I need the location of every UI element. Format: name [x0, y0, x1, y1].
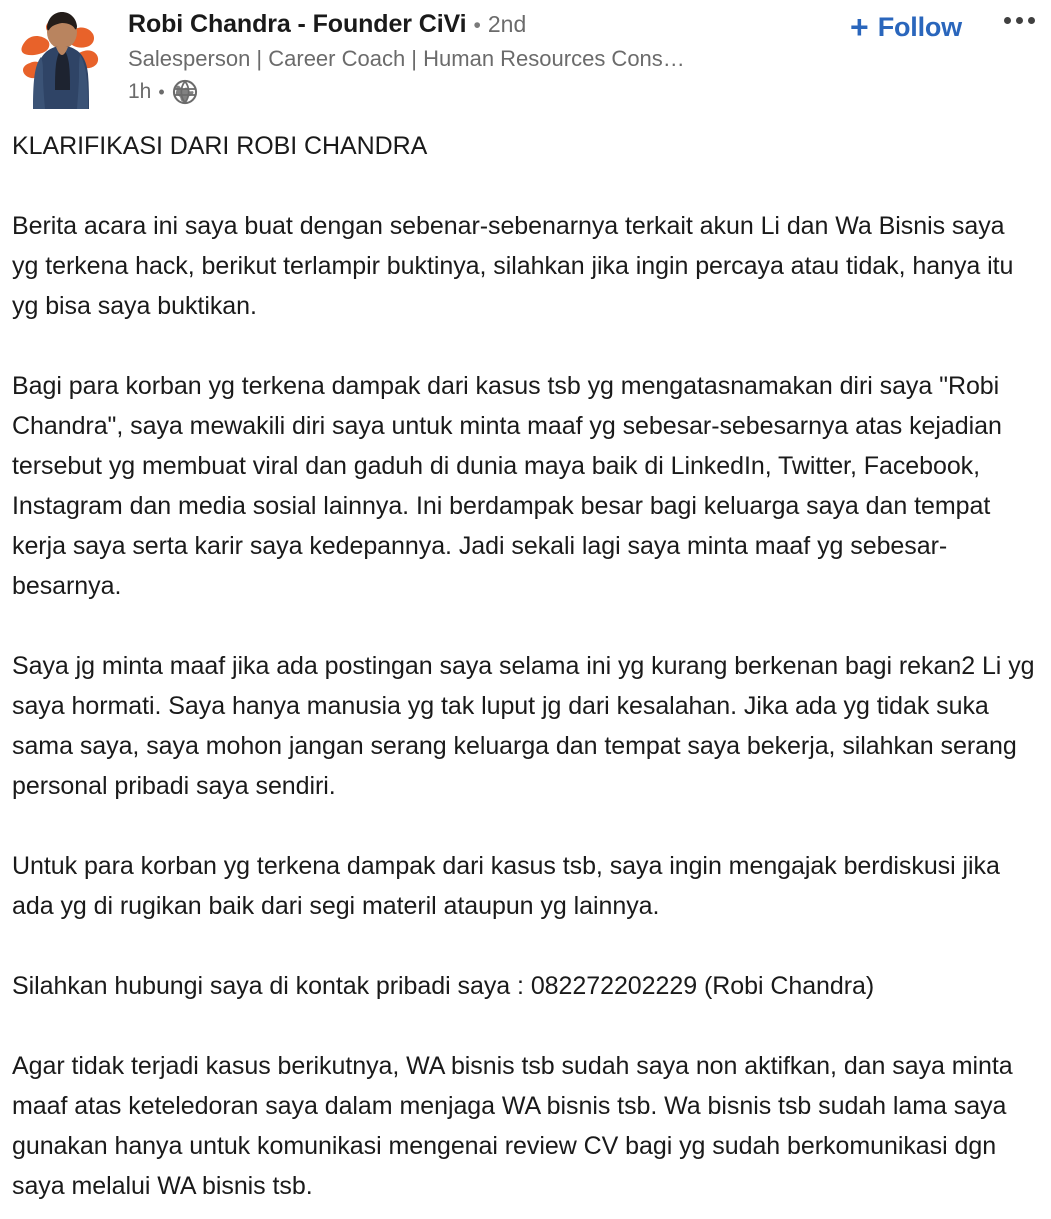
name-separator: •: [473, 14, 481, 37]
paragraph-gap: [12, 326, 1037, 366]
meta-separator: •: [158, 82, 165, 102]
post-meta-row: [128, 78, 846, 106]
post-paragraph: Bagi para korban yg terkena dampak dari kasus tsb yg mengatasnamakan diri saya "Robi Chandra", saya mewakili diri saya untuk minta maaf yg sebesar-sebesarnya atas kejadian tersebut yg membuat viral dan gaduh di dunia maya baik di LinkedIn, Twitter, Facebook, Instagram dan media sosial lainnya. Ini berdampak besar bagi keluarga saya dan tempat kerja saya serta karir saya kedepannya. Jadi sekali lagi saya minta maaf yg sebesar-besarnya.: [12, 372, 1009, 600]
author-headline: Salesperson | Career Coach | Human Resources Cons…: [128, 46, 685, 71]
avatar[interactable]: [10, 5, 114, 109]
paragraph-gap: [12, 926, 1037, 966]
post-content: [0, 112, 1051, 1206]
paragraph-gap: [12, 806, 1037, 846]
post-paragraph: Saya jg minta maaf jika ada postingan saya selama ini yg kurang berkenan bagi rekan2 Li yg saya hormati. Saya hanya manusia yg tak luput jg dari kesalahan. Jika ada yg tidak suka sama saya, saya mohon jangan serang keluarga dan tempat saya bekerja, silahkan serang personal pribadi saya sendiri.: [12, 652, 1042, 800]
paragraph-gap: [12, 606, 1037, 646]
post-timestamp: 1h: [128, 80, 152, 103]
post-title: KLARIFIKASI DARI ROBI CHANDRA: [12, 132, 428, 160]
follow-button[interactable]: [846, 11, 966, 43]
header-actions: [846, 5, 1043, 43]
plus-icon: +: [850, 9, 869, 45]
paragraph-gap: [12, 166, 1037, 206]
author-name-row: [128, 9, 846, 41]
connection-degree: 2nd: [487, 11, 527, 37]
overflow-menu-button[interactable]: [1000, 11, 1039, 30]
post-paragraph-contact: Silahkan hubungi saya di kontak pribadi saya : 082272202229 (Robi Chandra): [12, 972, 875, 1000]
post-paragraph: Agar tidak terjadi kasus berikutnya, WA bisnis tsb sudah saya non aktifkan, dan saya minta maaf atas keteledoran saya dalam menjaga WA bisnis tsb. Wa bisnis tsb sudah lama saya gunakan hanya untuk komunikasi mengenai review CV bagi yg sudah berkomunikasi dgn saya melalui WA bisnis tsb.: [12, 1052, 1020, 1200]
follow-button-label: Follow: [877, 11, 962, 42]
paragraph-gap: [12, 1006, 1037, 1046]
profile-photo-icon: [10, 5, 114, 109]
post-paragraph: Berita acara ini saya buat dengan sebenar-sebenarnya terkait akun Li dan Wa Bisnis saya yg terkena hack, berikut terlampir buktinya, silahkan jika ingin percaya atau tidak, hanya itu yg bisa saya buktikan.: [12, 212, 1021, 320]
post-header: [0, 0, 1051, 112]
author-info: [114, 5, 846, 106]
author-name[interactable]: Robi Chandra - Founder CiVi: [128, 10, 467, 38]
post-paragraph: Untuk para korban yg terkena dampak dari kasus tsb, saya ingin mengajak berdiskusi jika ada yg di rugikan baik dari segi materil ataupun yg lainnya.: [12, 852, 1007, 920]
overflow-dot: [1004, 17, 1011, 24]
globe-icon: [172, 79, 198, 105]
overflow-dot: [1028, 17, 1035, 24]
overflow-dot: [1016, 17, 1023, 24]
